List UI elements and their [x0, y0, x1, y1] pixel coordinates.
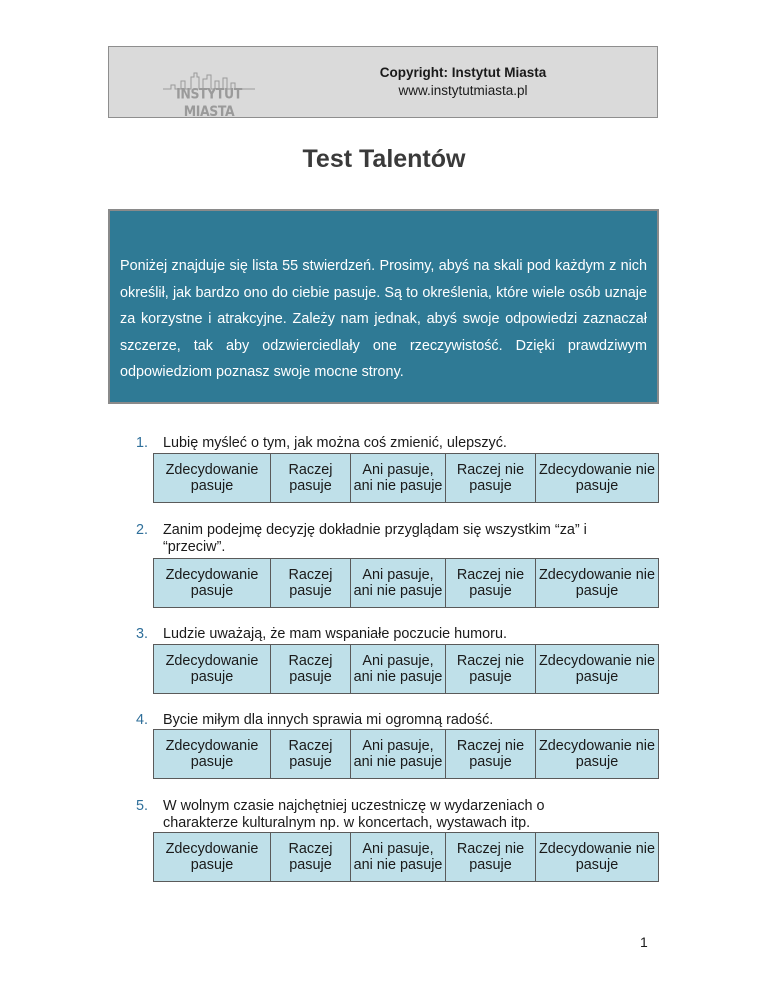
option-strongly-disagree[interactable]: Zdecydowanie nie pasuje [536, 454, 658, 502]
question-1 [136, 435, 696, 452]
copyright-text: Copyright: Instytut Miasta [379, 65, 547, 80]
question-number: 5. [136, 798, 149, 814]
option-strongly-disagree[interactable]: Zdecydowanie nie pasuje [536, 833, 658, 881]
option-disagree[interactable]: Raczej nie pasuje [446, 559, 536, 607]
option-strongly-agree[interactable]: Zdecydowanie pasuje [154, 454, 271, 502]
option-strongly-agree[interactable]: Zdecydowanie pasuje [154, 559, 271, 607]
answer-scale-4 [153, 729, 659, 779]
option-agree[interactable]: Raczej pasuje [271, 559, 351, 607]
website-url[interactable]: www.instytutmiasta.pl [398, 83, 528, 98]
question-3 [136, 626, 696, 643]
intro-box [108, 209, 659, 404]
page-number: 1 [640, 934, 648, 950]
question-text [136, 626, 696, 643]
question-text [136, 712, 696, 729]
option-neutral[interactable]: Ani pasuje, ani nie pasuje [351, 454, 446, 502]
question-number: 4. [136, 712, 149, 728]
option-disagree[interactable]: Raczej nie pasuje [446, 645, 536, 693]
question-number: 1. [136, 435, 149, 451]
option-disagree[interactable]: Raczej nie pasuje [446, 833, 536, 881]
option-agree[interactable]: Raczej pasuje [271, 454, 351, 502]
option-agree[interactable]: Raczej pasuje [271, 833, 351, 881]
question-5 [136, 798, 606, 832]
option-neutral[interactable]: Ani pasuje, ani nie pasuje [351, 833, 446, 881]
question-4 [136, 712, 696, 729]
question-text [136, 522, 636, 556]
option-strongly-disagree[interactable]: Zdecydowanie nie pasuje [536, 645, 658, 693]
answer-scale-1 [153, 453, 659, 503]
option-strongly-agree[interactable]: Zdecydowanie pasuje [154, 645, 271, 693]
option-strongly-agree[interactable]: Zdecydowanie pasuje [154, 833, 271, 881]
option-disagree[interactable]: Raczej nie pasuje [446, 454, 536, 502]
intro-text: Poniżej znajduje się lista 55 stwierdzeń. Prosimy, abyś na skali pod każdym z nich określił, jak bardzo ono do ciebie pasuje. Są to określenia, które wiele osób uznaje za korzystne i atrakcyjne. Zależy nam jednak, abyś swoje odpowiedzi zaznaczał szczerze, tak aby odzwierciedlały one rzeczywistość. Dzięki prawdziwym odpowiedziom poznasz swoje mocne strony. [120, 258, 647, 380]
question-number: 3. [136, 626, 149, 642]
option-strongly-agree[interactable]: Zdecydowanie pasuje [154, 730, 271, 778]
question-number: 2. [136, 522, 149, 538]
page-title: Test Talentów [302, 145, 466, 173]
question-label: Zanim podejmę decyzję dokładnie przyglądam się wszystkim “za” i “przeciw”. [163, 522, 587, 555]
question-label: Bycie miłym dla innych sprawia mi ogromną radość. [163, 712, 494, 728]
question-2 [136, 522, 636, 556]
option-agree[interactable]: Raczej pasuje [271, 645, 351, 693]
answer-scale-5 [153, 832, 659, 882]
answer-scale-2 [153, 558, 659, 608]
answer-scale-3 [153, 644, 659, 694]
copyright-header [108, 46, 658, 118]
question-text [136, 798, 606, 832]
option-neutral[interactable]: Ani pasuje, ani nie pasuje [351, 559, 446, 607]
option-strongly-disagree[interactable]: Zdecydowanie nie pasuje [536, 730, 658, 778]
option-disagree[interactable]: Raczej nie pasuje [446, 730, 536, 778]
option-neutral[interactable]: Ani pasuje, ani nie pasuje [351, 645, 446, 693]
question-label: W wolnym czasie najchętniej uczestniczę w wydarzeniach o charakterze kulturalnym np. w koncertach, wystawach itp. [163, 798, 545, 831]
question-label: Lubię myśleć o tym, jak można coś zmienić, ulepszyć. [163, 435, 507, 451]
option-strongly-disagree[interactable]: Zdecydowanie nie pasuje [536, 559, 658, 607]
logo-text: INSTYTUT MIASTA [176, 84, 242, 120]
question-text [136, 435, 696, 452]
option-neutral[interactable]: Ani pasuje, ani nie pasuje [351, 730, 446, 778]
copyright-block [279, 64, 647, 100]
question-label: Ludzie uważają, że mam wspaniałe poczucie humoru. [163, 626, 507, 642]
option-agree[interactable]: Raczej pasuje [271, 730, 351, 778]
